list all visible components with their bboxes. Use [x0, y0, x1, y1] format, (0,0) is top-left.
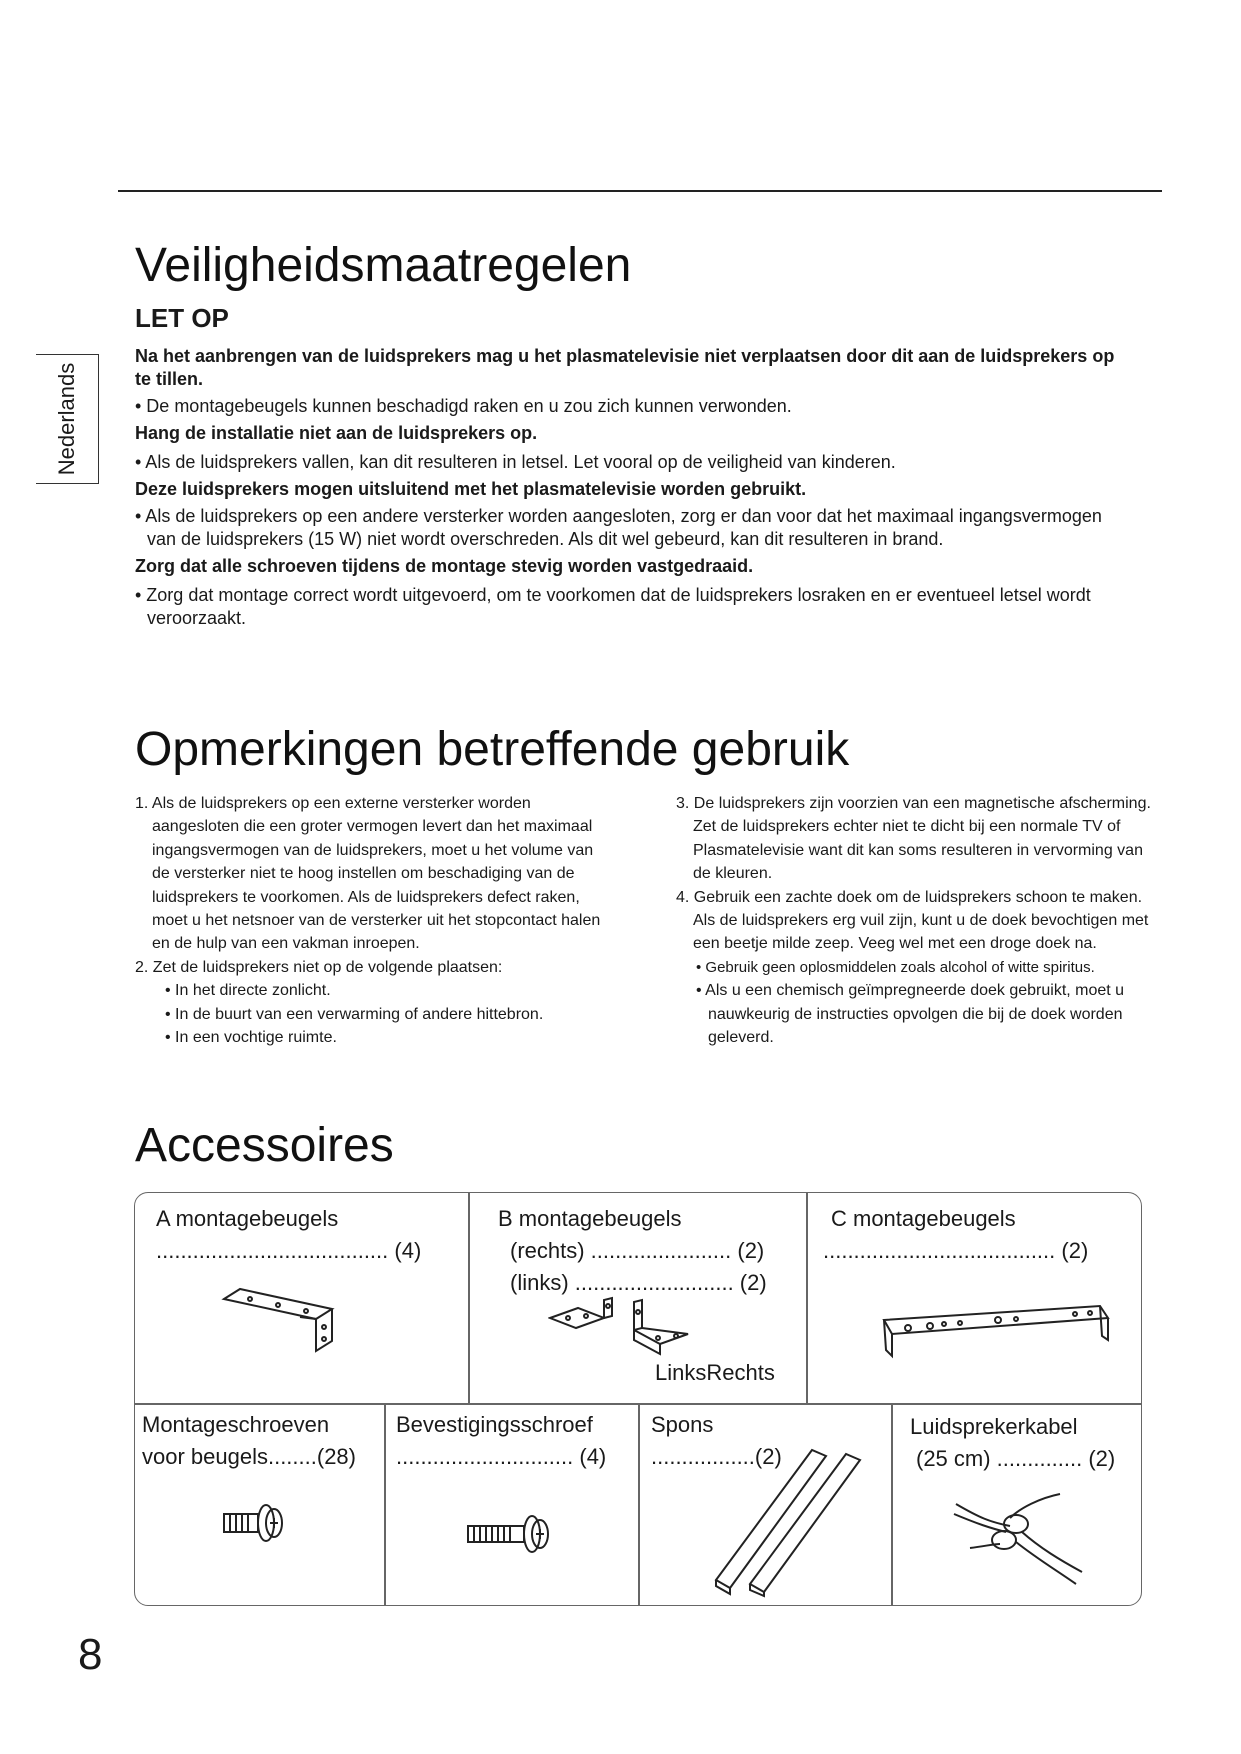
accessory-f-qty: .................(2): [651, 1444, 782, 1469]
speaker-cable-icon: [950, 1488, 1090, 1592]
usage-item-4-bullet-2: • Als u een chemisch geïmpregneerde doek gebruikt, moet u nauwkeurig de instructies opvolgen die bij de doek worden geleverd.: [696, 982, 1125, 1047]
screw-icon: [220, 1502, 288, 1544]
b-bracket-icon: [548, 1296, 708, 1358]
c-bracket-icon: [880, 1300, 1110, 1362]
accessory-g-line1: Luidsprekerkabel: [910, 1414, 1078, 1439]
safety-item-3-heading: Deze luidsprekers mogen uitsluitend met het plasmatelevisie worden gebruikt.: [135, 479, 807, 499]
table-divider: [468, 1193, 470, 1403]
safety-list: [135, 345, 1135, 630]
usage-column-right: [676, 792, 1156, 1049]
usage-item-2-bullet-2: • In de buurt van een verwarming of andere hittebron.: [165, 1005, 544, 1023]
safety-item-3-text: • Als de luidsprekers op een andere versterker worden aangesloten, zorg er dan voor dat het maximaal ingangsvermogen van de luidsprekers (15 W) niet wordt overschreden. Als dit wel gebeurd, kan dit resulteren in brand.: [135, 506, 1102, 549]
table-divider: [384, 1404, 386, 1605]
a-bracket-icon: [220, 1285, 350, 1365]
accessory-e-qty: ............................. (4): [396, 1444, 607, 1469]
fixing-screw-icon: [464, 1512, 554, 1556]
usage-item-4: 4. Gebruik een zachte doek om de luidsprekers schoon te maken. Als de luidsprekers erg vuil zijn, kunt u de doek bevochtigen met een beetje milde zeep. Veeg wel met een droge doek na.: [676, 888, 1149, 953]
accessory-b-left: (links) .......................... (2): [510, 1270, 767, 1295]
safety-item-2-heading: Hang de installatie niet aan de luidsprekers op.: [135, 423, 538, 443]
safety-item-4-text: • Zorg dat montage correct wordt uitgevoerd, om te voorkomen dat de luidsprekers losraken en er eventueel letsel wordt veroorzaakt.: [135, 585, 1091, 628]
table-divider: [806, 1193, 808, 1403]
language-tab: [36, 354, 99, 484]
accessories-title: Accessoires: [135, 1119, 394, 1172]
safety-item-1-text: • De montagebeugels kunnen beschadigd raken en u zou zich kunnen verwonden.: [135, 396, 792, 416]
accessory-f-name: Spons: [651, 1412, 714, 1437]
usage-column-left: [135, 792, 605, 1049]
page-number: 8: [78, 1630, 103, 1679]
accessory-b-right: (rechts) ....................... (2): [510, 1238, 765, 1263]
accessory-g-line2: (25 cm) .............. (2): [916, 1446, 1116, 1471]
usage-item-4-bullet-1: • Gebruik geen oplosmiddelen zoals alcohol of witte spiritus.: [696, 958, 1095, 976]
accessory-a-qty: ...................................... (4): [156, 1238, 422, 1263]
accessory-d-line1: Montageschroeven: [142, 1412, 330, 1437]
usage-item-2-bullet-1: • In het directe zonlicht.: [165, 982, 331, 1000]
accessory-a-name: A montagebeugels: [156, 1206, 339, 1231]
header-rule: [118, 190, 1162, 192]
usage-item-3: 3. De luidsprekers zijn voorzien van een magnetische afscherming. Zet de luidsprekers echter niet te dicht bij een normale TV of Plasmatelevisie want dit kan soms resulteren in vervorming van de kleuren.: [676, 795, 1151, 883]
usage-title: Opmerkingen betreffende gebruik: [135, 723, 850, 776]
accessory-c-name: C montagebeugels: [831, 1206, 1016, 1231]
sponge-icon: [708, 1432, 888, 1598]
table-divider: [891, 1404, 893, 1605]
accessory-b-name: B montagebeugels: [498, 1206, 682, 1231]
accessory-b-caption: LinksRechts: [655, 1360, 775, 1385]
caution-heading: LET OP: [135, 303, 229, 333]
language-tab-label: Nederlands: [54, 362, 79, 476]
usage-item-2-bullet-3: • In een vochtige ruimte.: [165, 1029, 337, 1047]
safety-title: Veiligheidsmaatregelen: [135, 239, 632, 292]
usage-item-1: 1. Als de luidsprekers op een externe versterker worden aangesloten die een groter vermogen levert dan het maximaal ingangsvermogen van de luidsprekers, moet u het volume van de versterker niet te hoog instellen om beschadiging van de luidsprekers te voorkomen. Als de luidsprekers defect raken, moet u het netsnoer van de versterker uit het stopcontact halen en de hulp van een vakman inroepen.: [135, 795, 601, 953]
usage-item-2: 2. Zet de luidsprekers niet op de volgende plaatsen:: [135, 958, 503, 976]
safety-item-2-text: • Als de luidsprekers vallen, kan dit resulteren in letsel. Let vooral op de veiligheid van kinderen.: [135, 452, 896, 472]
accessory-d-line2: voor beugels........(28): [142, 1444, 356, 1469]
accessory-e-name: Bevestigingsschroef: [396, 1412, 593, 1437]
safety-item-4-heading: Zorg dat alle schroeven tijdens de montage stevig worden vastgedraaid.: [135, 556, 754, 576]
accessory-c-qty: ...................................... (2): [823, 1238, 1089, 1263]
table-divider: [638, 1404, 640, 1605]
safety-item-1-heading: Na het aanbrengen van de luidsprekers mag u het plasmatelevisie niet verplaatsen door dit aan de luidsprekers op te tillen.: [135, 346, 1115, 389]
